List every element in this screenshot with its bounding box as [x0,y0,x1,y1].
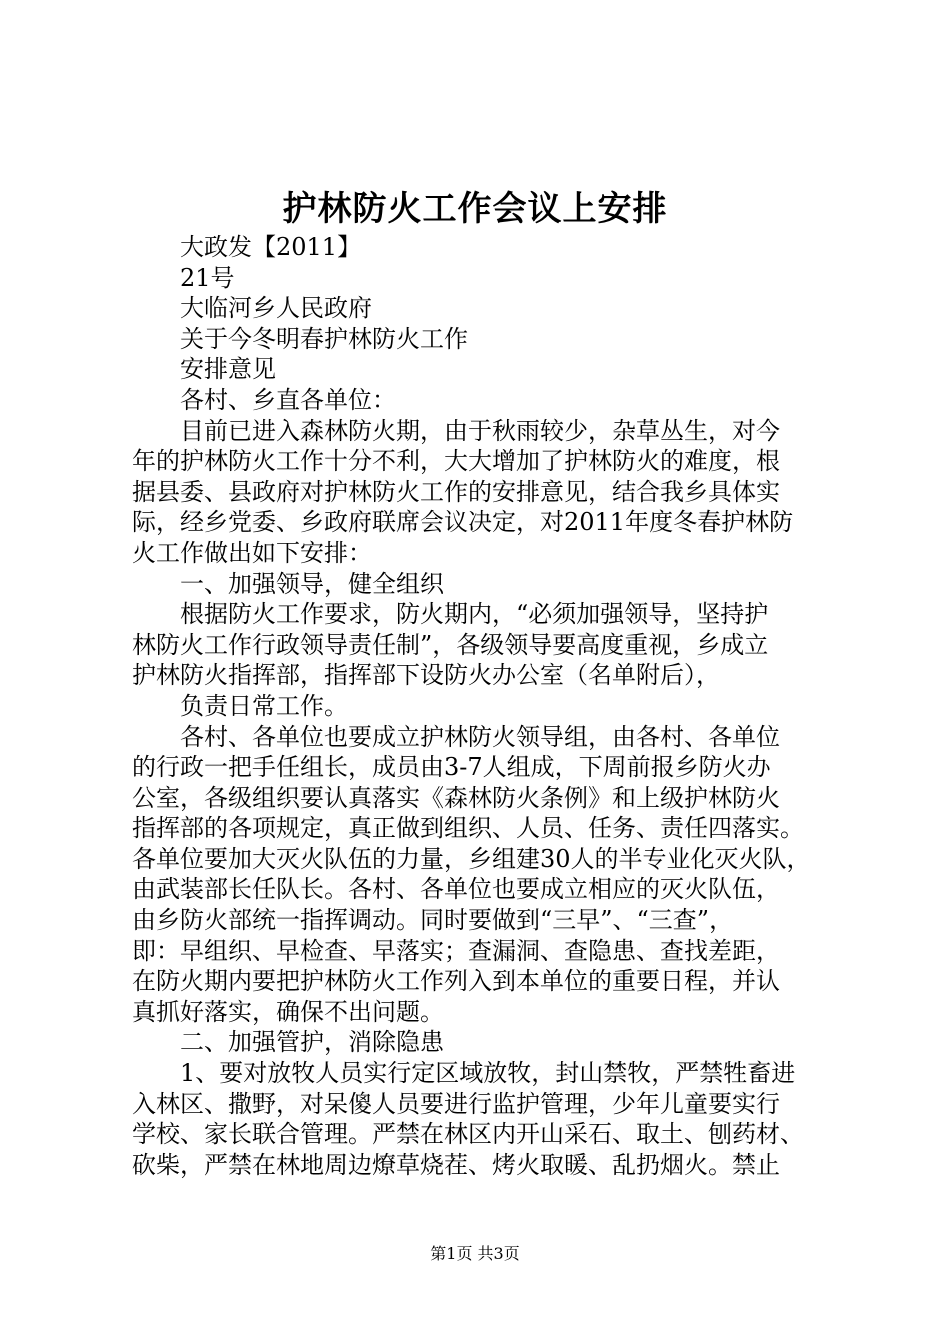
text-line: 根据防火工作要求，防火期内，“必须加强领导，坚持护 [180,600,769,629]
text-line: 护林防火指挥部，指挥部下设防火办公室（名单附后）， [132,661,720,690]
document-body [132,232,832,1180]
text-line: 各单位要加大灭火队伍的力量，乡组建30人的半专业化灭火队， [132,844,811,873]
text-line: 真抓好落实，确保不出问题。 [132,997,444,1026]
text-line: 在防火期内要把护林防火工作列入到本单位的重要日程，并认 [132,967,780,996]
text-line: 各村、各单位也要成立护林防火领导组，由各村、各单位 [180,722,780,751]
text-line: 关于今冬明春护林防火工作 [180,324,468,353]
text-line: 目前已进入森林防火期，由于秋雨较少，杂草丛生，对今 [180,416,780,445]
text-line: 火工作做出如下安排： [132,538,372,567]
document-title: 护林防火工作会议上安排 [282,189,668,229]
text-line: 即：早组织、早检查、早落实；查漏洞、查隐患、查找差距， [132,936,780,965]
text-line: 大临河乡人民政府 [180,294,372,323]
text-line: 各村、乡直各单位： [180,385,396,414]
text-line: 指挥部的各项规定，真正做到组织、人员、任务、责任四落实。 [132,814,804,843]
page-footer: 第1页 共3页 [430,1244,520,1263]
text-line: 际，经乡党委、乡政府联席会议决定，对2011年度冬春护林防 [132,508,794,537]
text-line: 据县委、县政府对护林防火工作的安排意见，结合我乡具体实 [132,477,780,506]
text-line: 的行政一把手任组长，成员由3-7人组成，下周前报乡防火办 [132,753,771,782]
text-line: 大政发【2011】 [180,233,362,261]
text-line: 由乡防火部统一指挥调动。同时要做到“三早”、“三查”， [132,906,734,935]
text-line: 21号 [180,263,235,292]
text-line: 安排意见 [180,355,276,384]
text-line: 砍柴，严禁在林地周边燎草烧茬、烤火取暖、乱扔烟火。禁止 [132,1150,780,1179]
text-line: 公室，各级组织要认真落实《森林防火条例》和上级护林防火 [132,783,780,812]
text-line: 1、要对放牧人员实行定区域放牧，封山禁牧，严禁牲畜进 [180,1059,796,1088]
text-line: 二、加强管护，消除隐患 [180,1028,444,1057]
text-line: 一、加强领导，健全组织 [180,569,444,598]
text-line: 学校、家长联合管理。严禁在林区内开山采石、取土、刨药材、 [132,1120,804,1149]
text-line: 林防火工作行政领导责任制”，各级领导要高度重视，乡成立 [132,630,769,659]
text-line: 年的护林防火工作十分不利，大大增加了护林防火的难度，根 [132,447,780,476]
text-line: 由武装部长任队长。各村、各单位也要成立相应的灭火队伍， [132,875,780,904]
text-line: 入林区、撒野，对呆傻人员要进行监护管理，少年儿童要实行 [132,1089,780,1118]
text-line: 负责日常工作。 [180,691,348,720]
